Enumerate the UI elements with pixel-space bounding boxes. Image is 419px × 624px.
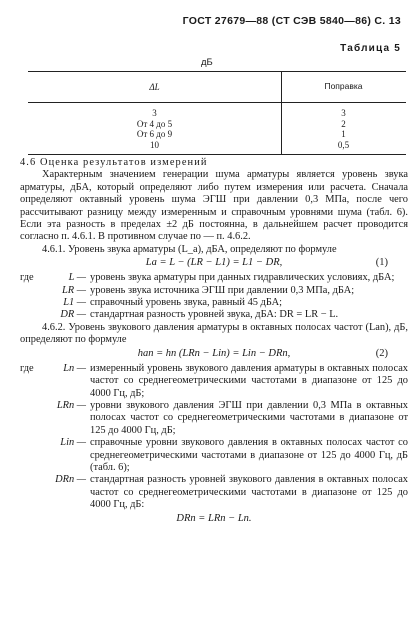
definition-symbol: LRn — [56, 399, 86, 411]
definition-item [20, 309, 408, 321]
table-column-delta-l [28, 108, 281, 150]
definition-text: справочный уровень звука, равный 45 дБА; [90, 297, 283, 309]
formula-expression: DRn = LRn − Ln. [176, 512, 252, 524]
table-cell: 0,5 [337, 139, 350, 150]
definition-item [20, 474, 408, 511]
definition-text: стандартная разность уровней звукового давления в октавных полосах частот со среднегеометрическими частотами в диапазоне от 125 до 4000 Гц, дБ: [90, 474, 408, 511]
correction-table [28, 71, 406, 155]
section-title: 4.6 Оценка результатов измерений [20, 157, 208, 168]
table-header-correction: Поправка [324, 81, 363, 91]
paragraph: 4.6.2. Уровень звукового давления арматуры в октавных полосах частот (Lan), дБ, определяют по формуле [20, 321, 408, 346]
formula-3 [20, 512, 408, 528]
definition-symbol: Ln — [63, 362, 86, 374]
definition-text: уровни звукового давления ЭГШ при давлении 0,3 МПа в октавных полосах частот со среднегеометрическими частотами в диапазоне от 125 до 4000 Гц, дБ; [90, 399, 408, 436]
where-label: где [20, 272, 34, 284]
table-caption: Таблица 5 [340, 43, 401, 54]
formula-1 [20, 256, 408, 272]
paragraph: 4.6.1. Уровень звука арматуры (L_a), дБА, определяют по формуле [42, 243, 337, 255]
definition-symbol: L1 — [63, 297, 86, 309]
page-header: ГОСТ 27679—88 (СТ СЭВ 5840—86) С. 13 [182, 15, 401, 27]
definition-text: стандартная разность уровней звука, дБА: DR = LR − L. [90, 309, 339, 321]
formula-expression: Lа = L − (LR − L1) = L1 − DR, [145, 257, 283, 269]
table-rule-top [28, 71, 406, 72]
definition-item [20, 363, 408, 400]
paragraph: Характерным значением генерации шума арматуры является уровень звука арматуры, дБА, который определяют либо путем измерения или расчета. Сначала определяют октавный уровень шума ЭГШ при давлении 0,3 МПа, после чего рассчитывают разницу между измеренным и справочным уровнями шума (табл. 6). Если эта разность в пределах ±2 дБ постоянна, в дальнейшем расчет проводится согласно п. 4.6.1. В противном случае по — п. 4.6.2. [20, 169, 408, 243]
section-body [20, 157, 408, 528]
table-rule-bottom [28, 154, 406, 155]
formula-number: (2) [375, 347, 388, 359]
definition-text: уровень звука арматуры при данных гидравлических условиях, дБА; [90, 272, 395, 284]
table-cell: 3 [152, 108, 157, 118]
table-cell: От 6 до 9 [136, 129, 173, 139]
definition-symbol: Lin — [60, 437, 86, 449]
table-cell: 3 [341, 108, 346, 118]
definition-item [20, 272, 408, 284]
definitions-2 [20, 363, 408, 512]
table-unit: дБ [201, 57, 213, 68]
definition-symbol: LR — [62, 284, 86, 296]
definition-text: уровень звука источника ЭГШ при давлении 0,3 МПа, дБА; [90, 284, 355, 296]
definition-item [20, 285, 408, 297]
definitions-1 [20, 272, 408, 322]
table-cell: 2 [341, 118, 346, 129]
definition-symbol: L — [68, 272, 86, 284]
definition-item [20, 400, 408, 437]
definition-text: справочные уровни звукового давления в октавных полосах частот со среднегеометрическими частотами в диапазоне от 125 до 4000 Гц, дБ (табл. 6); [90, 437, 408, 473]
formula-number: (1) [375, 257, 388, 269]
table-cell: От 4 до 5 [136, 118, 173, 129]
formula-2 [20, 347, 408, 363]
definition-item [20, 437, 408, 474]
definition-symbol: DRn — [55, 474, 86, 486]
table-header-delta-l: ΔL [149, 82, 160, 92]
table-cell: 10 [150, 139, 159, 150]
where-label: где [20, 362, 34, 374]
table-cell: 1 [341, 129, 346, 139]
definition-symbol: DR — [60, 309, 86, 321]
formula-expression: han = hn (LRn − Lin) = Lin − DRn, [137, 347, 291, 359]
table-column-correction [281, 108, 406, 150]
definition-item [20, 297, 408, 309]
table-rule-header [28, 102, 406, 103]
definition-text: измеренный уровень звукового давления арматуры в октавных полосах частот со среднегеометрическими частотами в диапазоне от 125 до 4000 Гц, дБ; [90, 362, 408, 399]
